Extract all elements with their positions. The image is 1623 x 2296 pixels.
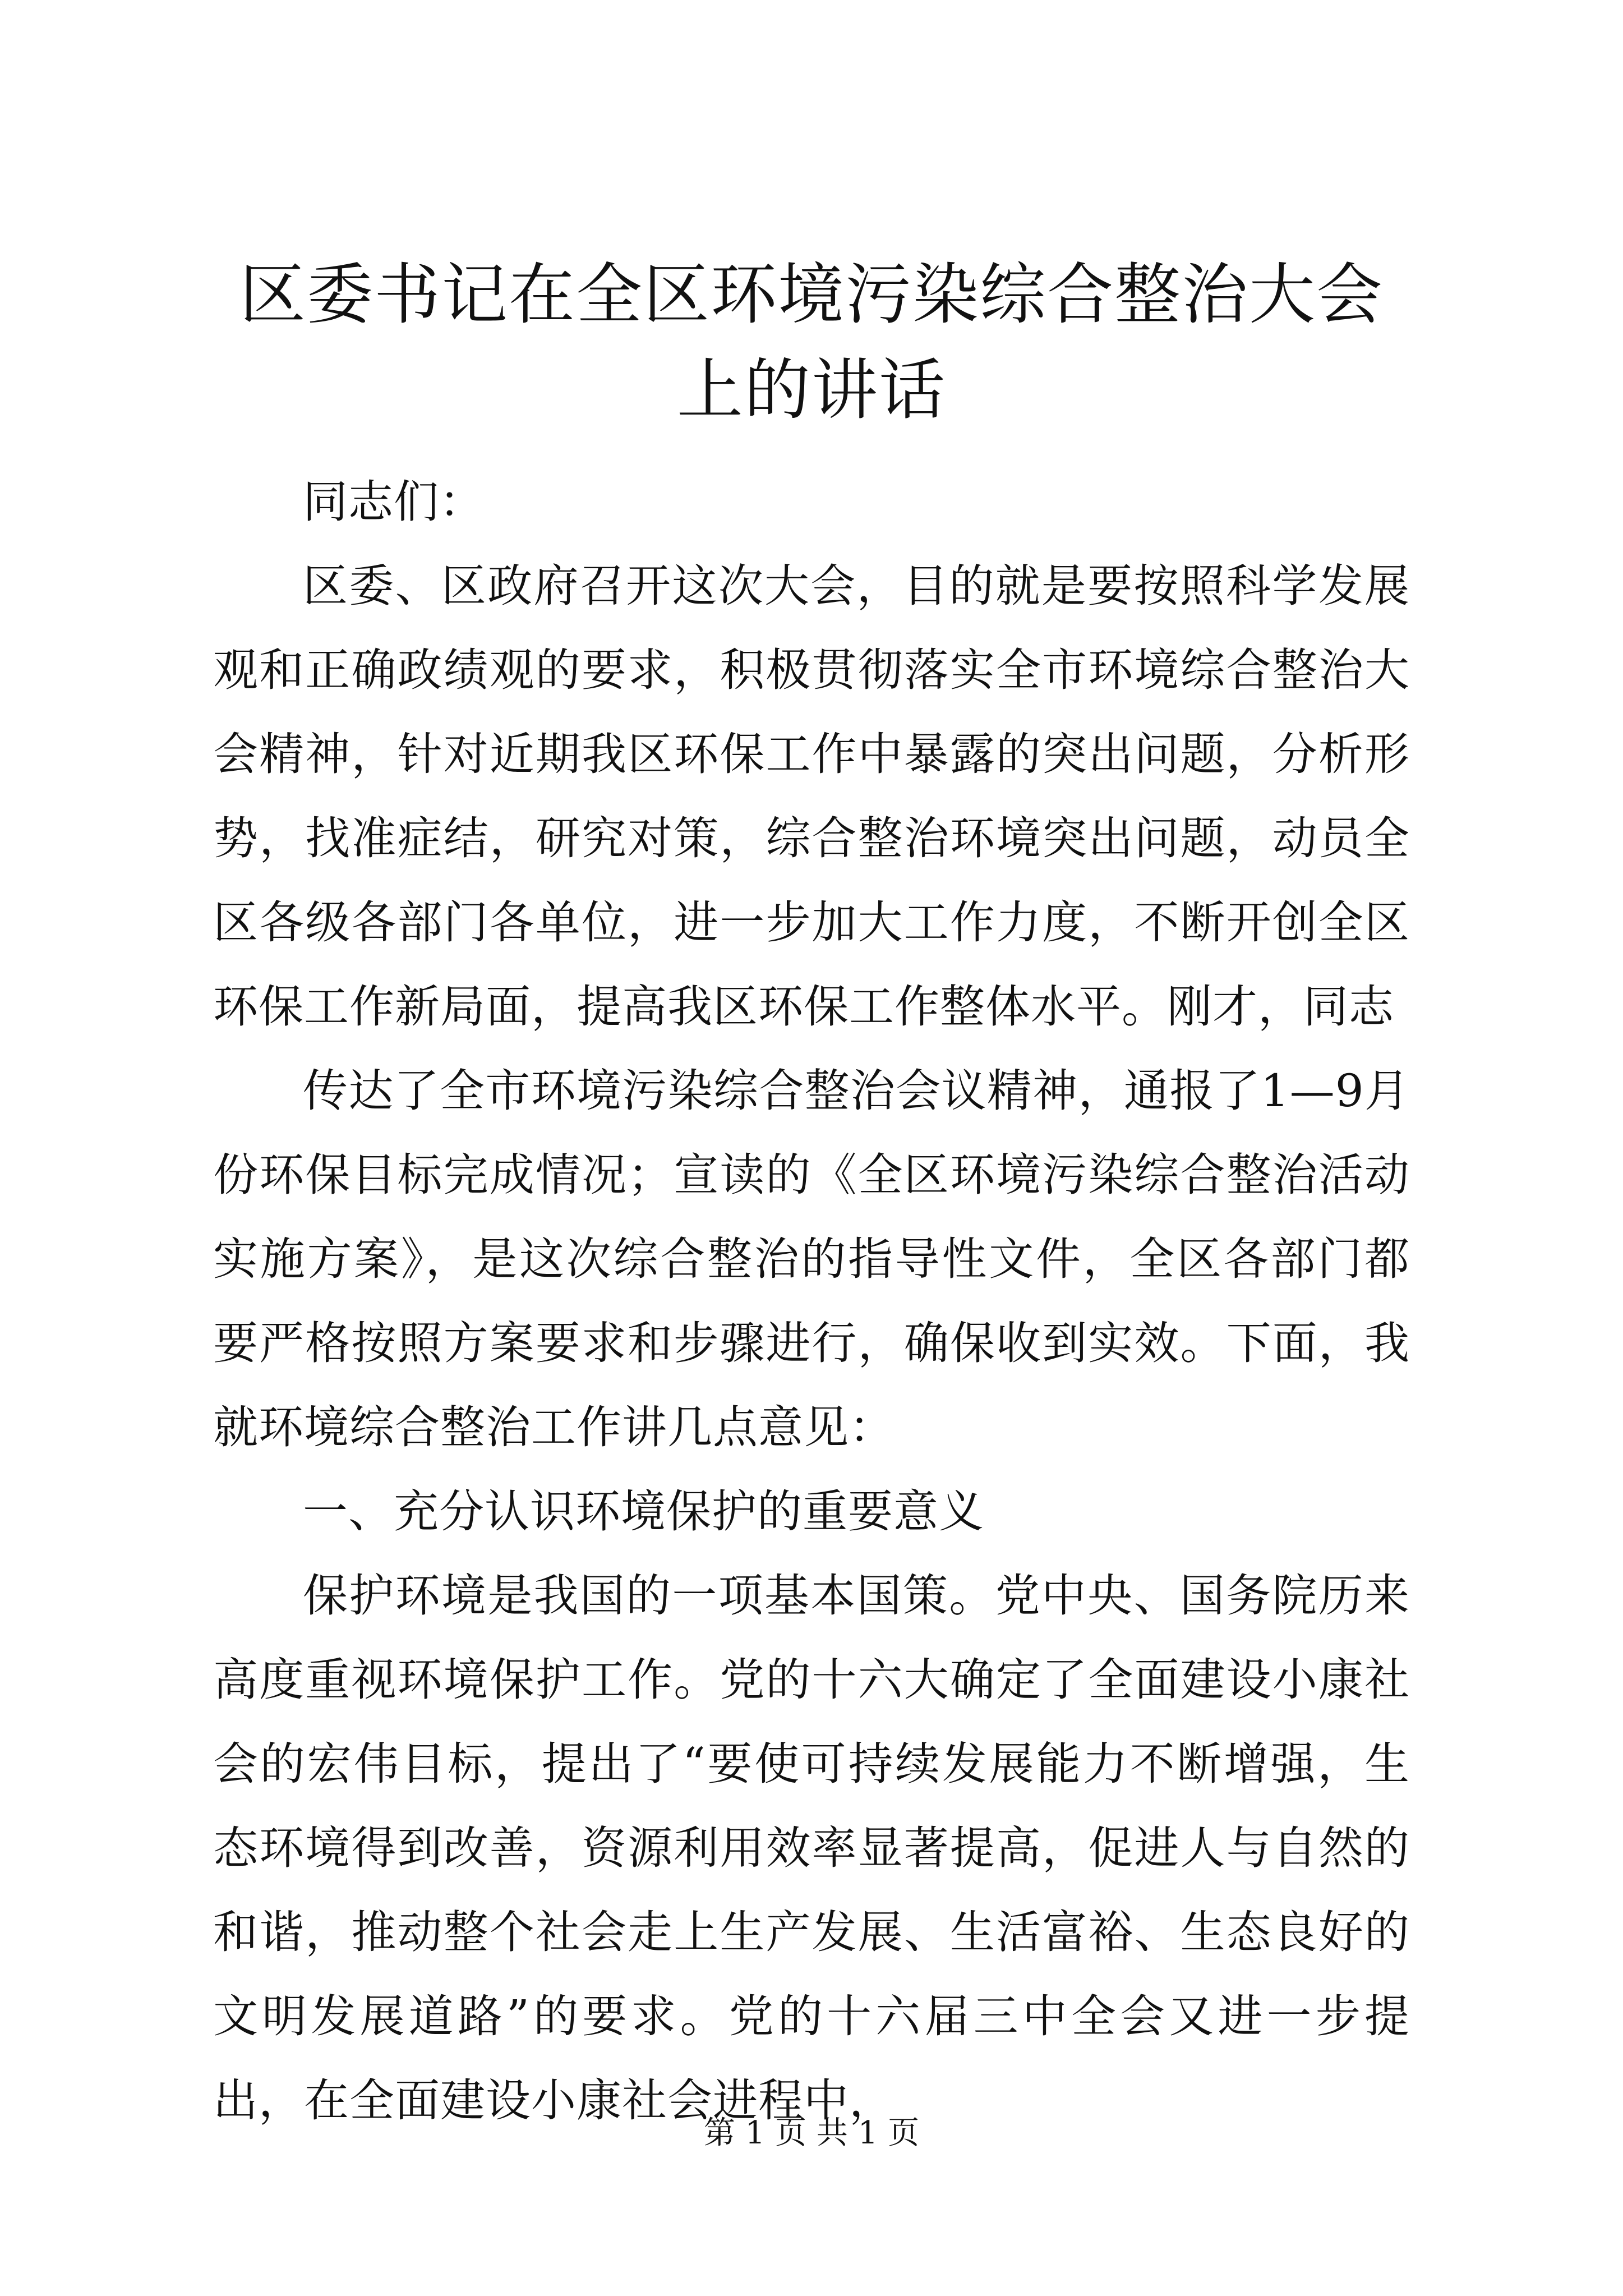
- document-body: [213, 460, 1410, 2143]
- body-paragraph: 区委、区政府召开这次大会，目的就是要按照科学发展观和正确政绩观的要求，积极贯彻落实全市环境综合整治大会精神，针对近期我区环保工作中暴露的突出问题，分析形势，找准症结，研究对策，综合整治环境突出问题，动员全区各级各部门各单位，进一步加大工作力度，不断开创全区环保工作新局面，提高我区环保工作整体水平。刚才，同志: [213, 560, 1410, 1033]
- salutation-paragraph: 同志们：: [303, 476, 485, 528]
- body-paragraph: 保护环境是我国的一项基本国策。党中央、国务院历来高度重视环境保护工作。党的十六大确定了全面建设小康社会的宏伟目标，提出了“要使可持续发展能力不断增强，生态环境得到改善，资源利用效率显著提高，促进人与自然的和谐，推动整个社会走上生产发展、生活富裕、生态良好的文明发展道路”的要求。党的十六届三中全会又进一步提出，在全面建设小康社会进程中，: [213, 1570, 1410, 2127]
- body-paragraph: 传达了全市环境污染综合整治会议精神，通报了1—9月份环保目标完成情况；宣读的《全区环境污染综合整治活动实施方案》，是这次综合整治的指导性文件，全区各部门都要严格按照方案要求和步骤进行，确保收到实效。下面，我就环境综合整治工作讲几点意见：: [213, 1065, 1410, 1453]
- section-heading: 一、充分认识环境保护的重要意义: [303, 1485, 984, 1538]
- document-title: 区委书记在全区环境污染综合整治大会上的讲话: [239, 256, 1384, 429]
- page-footer: 第 1 页 共 1 页: [703, 2115, 920, 2151]
